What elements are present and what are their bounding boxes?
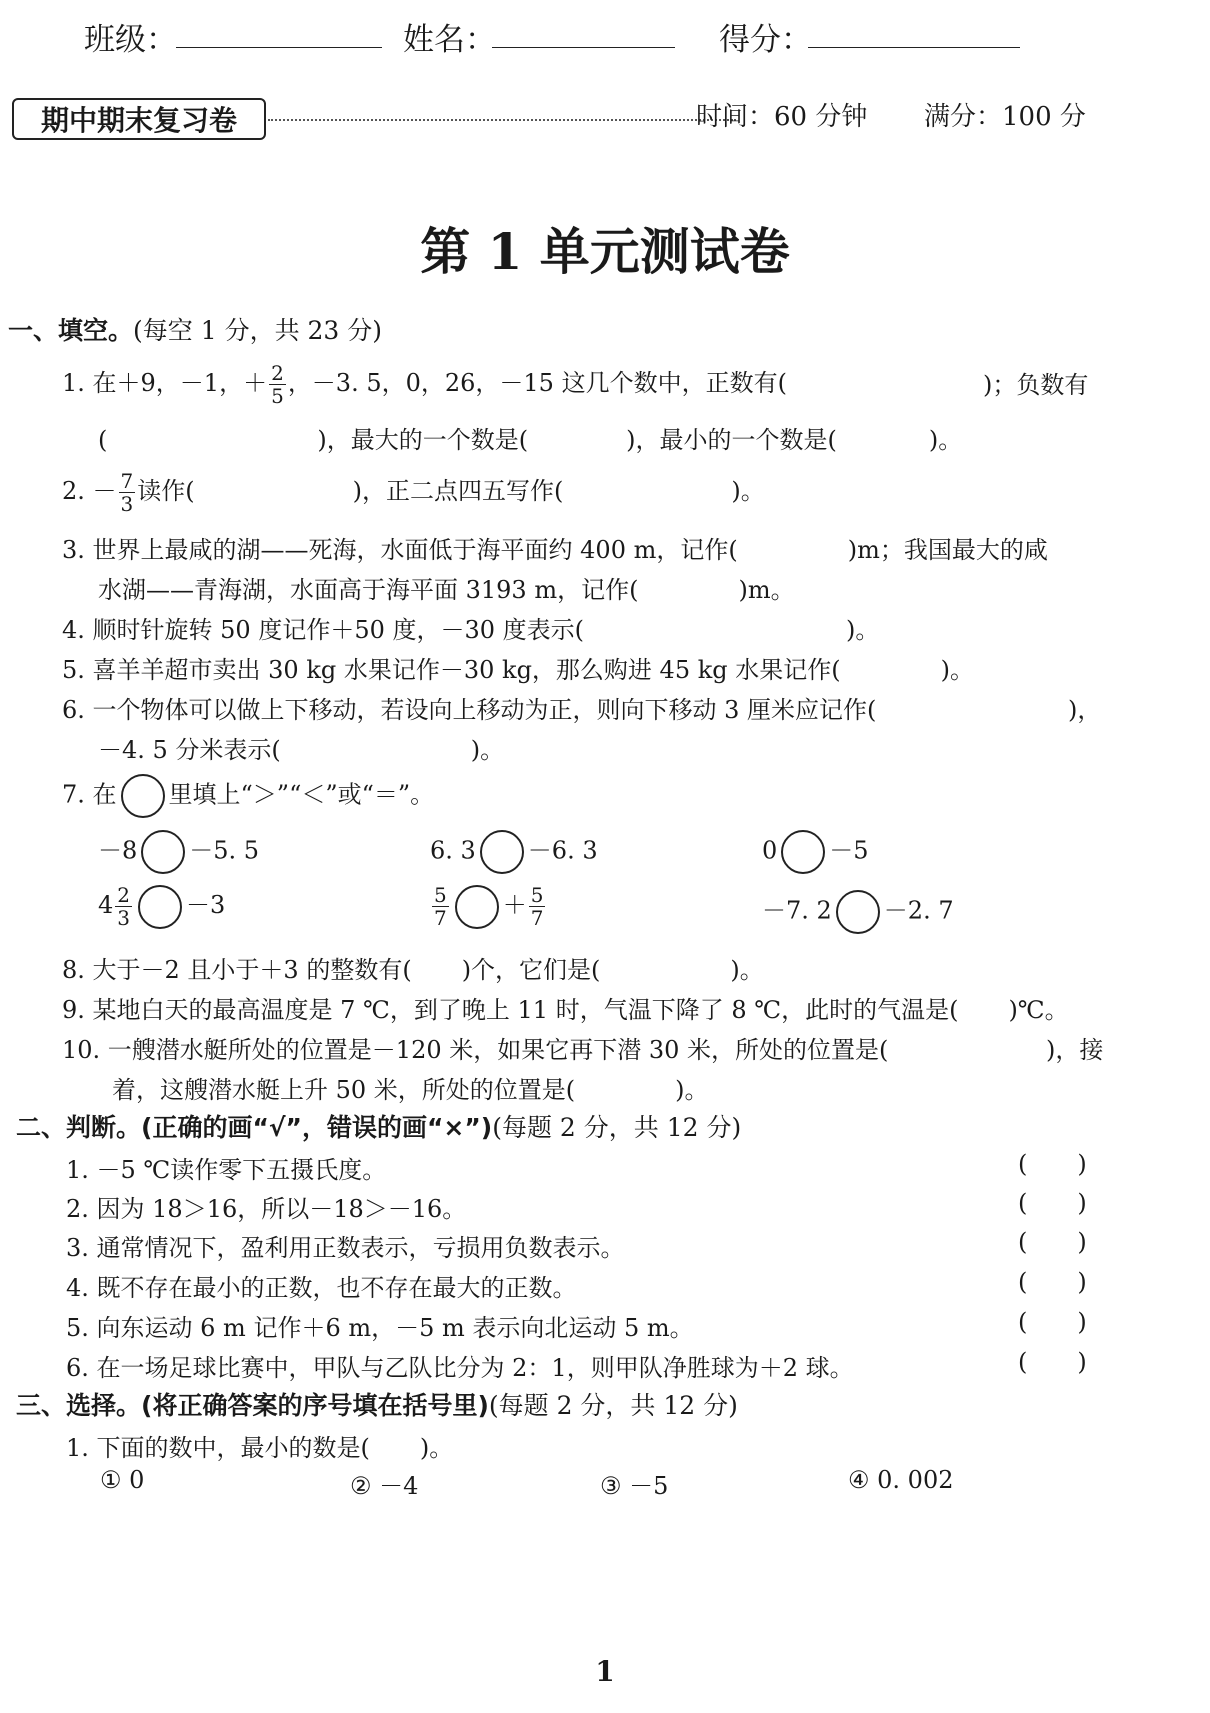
judge-item-4: 4. 既不存在最小的正数，也不存在最大的正数。 — [66, 1274, 577, 1302]
question-1-9: 9. 某地白天的最高温度是 7 ℃，到了晚上 11 时，气温下降了 8 ℃，此时的气温是( )℃。 — [62, 996, 1069, 1024]
question-1-3-line2: 水湖——青海湖，水面高于海平面 3193 m，记作( )m。 — [98, 576, 795, 604]
section-2-heading: 二、判断。(正确的画“√”，错误的画“×”)(每题 2 分，共 12 分) — [16, 1113, 742, 1142]
judge-answer-3[interactable]: ( ) — [1018, 1228, 1087, 1256]
question-1-7: 7. 在 里填上“＞”“＜”或“＝”。 — [62, 774, 434, 818]
class-label: 班级： — [84, 22, 177, 58]
choice-option-c[interactable]: ③ －5 — [600, 1472, 669, 1500]
compare-circle[interactable] — [138, 885, 182, 929]
class-field[interactable] — [176, 47, 382, 48]
judge-answer-5[interactable]: ( ) — [1018, 1308, 1087, 1336]
judge-item-1: 1. －5 ℃读作零下五摄氏度。 — [66, 1156, 387, 1184]
question-1-5: 5. 喜羊羊超市卖出 30 kg 水果记作－30 kg，那么购进 45 kg 水果记作( )。 — [62, 656, 975, 684]
compare-circle[interactable] — [781, 830, 825, 874]
time-limit: 时间：60 分钟 — [696, 102, 868, 132]
choice-option-a[interactable]: ① 0 — [100, 1466, 145, 1494]
question-1-1-line2: ( )，最大的一个数是( )，最小的一个数是( )。 — [98, 426, 963, 454]
choice-option-b[interactable]: ② －4 — [350, 1472, 419, 1500]
section-1-note: (每空 1 分，共 23 分) — [133, 316, 383, 345]
judge-item-2: 2. 因为 18＞16，所以－18＞－16。 — [66, 1195, 467, 1223]
section-3-title: 三、选择。 — [16, 1391, 142, 1420]
judge-answer-6[interactable]: ( ) — [1018, 1348, 1087, 1376]
section-1-title: 一、填空。 — [8, 316, 134, 345]
question-1-3-line1: 3. 世界上最咸的湖——死海，水面低于海平面约 400 m，记作( )m；我国最大的咸 — [62, 536, 1048, 564]
compare-r1c2: 6. 3 －6. 3 — [430, 830, 598, 874]
compare-r1c3: 0 －5 — [762, 830, 869, 874]
section-3-heading: 三、选择。(将正确答案的序号填在括号里)(每题 2 分，共 12 分) — [16, 1391, 738, 1420]
compare-r2c2: $\frac{5}{7}$ ＋ $\frac{5}{7}$ — [434, 883, 544, 930]
judge-answer-4[interactable]: ( ) — [1018, 1268, 1087, 1296]
question-1-2: 2. － $\frac{7}{3}$ 读作( )，正二点四五写作( )。 — [62, 469, 765, 516]
q6-blank-close[interactable]: )， — [1068, 696, 1102, 724]
name-field[interactable] — [492, 47, 675, 48]
question-1-6-line2: －4. 5 分米表示( )。 — [98, 736, 505, 764]
review-badge: 期中期末复习卷 — [12, 98, 266, 140]
choice-question-1: 1. 下面的数中，最小的数是( )。 — [66, 1434, 454, 1462]
compare-r2c3: －7. 2 －2. 7 — [762, 890, 954, 934]
q1-text-b: ，－3. 5，0，26，－15 这几个数中，正数有( — [287, 369, 787, 397]
page-number: 1 — [595, 1655, 615, 1688]
q1-fraction: $\frac{2}{5}$ — [271, 361, 284, 408]
question-1-1-line1 — [62, 362, 787, 407]
judge-item-5: 5. 向东运动 6 m 记作＋6 m，－5 m 表示向北运动 5 m。 — [66, 1314, 694, 1342]
page-title: 第 1 单元测试卷 — [420, 222, 790, 281]
question-1-10-line1: 10. 一艘潜水艇所处的位置是－120 米，如果它再下潜 30 米，所处的位置是( — [62, 1036, 889, 1064]
circle-icon — [121, 774, 165, 818]
compare-r1c1: －8 －5. 5 — [98, 830, 259, 874]
full-score: 满分：100 分 — [924, 102, 1086, 132]
question-1-10-line2: 着，这艘潜水艇上升 50 米，所处的位置是( )。 — [112, 1076, 709, 1104]
question-1-6-line1: 6. 一个物体可以做上下移动，若设向上移动为正，则向下移动 3 厘米应记作( — [62, 696, 877, 724]
compare-circle[interactable] — [141, 830, 185, 874]
choice-option-d[interactable]: ④ 0. 002 — [848, 1466, 954, 1494]
score-field[interactable] — [808, 47, 1020, 48]
compare-circle[interactable] — [455, 885, 499, 929]
compare-circle[interactable] — [836, 890, 880, 934]
section-1-heading — [8, 311, 382, 347]
score-label: 得分： — [719, 22, 812, 58]
judge-item-6: 6. 在一场足球比赛中，甲队与乙队比分为 2：1，则甲队净胜球为＋2 球。 — [66, 1354, 854, 1382]
judge-answer-1[interactable]: ( ) — [1018, 1150, 1087, 1178]
q10-blank-close[interactable]: )，接 — [1046, 1036, 1104, 1064]
question-1-4: 4. 顺时针旋转 50 度记作＋50 度，－30 度表示( )。 — [62, 616, 880, 644]
q1-blank-positive-close[interactable]: )；负数有 — [983, 371, 1089, 399]
section-2-title: 二、判断。 — [16, 1113, 142, 1142]
q2-fraction: $\frac{7}{3}$ — [120, 469, 134, 516]
question-1-8: 8. 大于－2 且小于＋3 的整数有( )个，它们是( )。 — [62, 956, 764, 984]
judge-answer-2[interactable]: ( ) — [1018, 1189, 1087, 1217]
compare-r2c1: 4 $\frac{2}{3}$ －3 — [98, 883, 226, 930]
name-label: 姓名： — [403, 22, 496, 58]
compare-circle[interactable] — [480, 830, 524, 874]
q1-text-a: 1. 在＋9，－1，＋ — [62, 369, 268, 397]
dotted-divider — [268, 119, 736, 121]
judge-item-3: 3. 通常情况下，盈利用正数表示，亏损用负数表示。 — [66, 1234, 625, 1262]
